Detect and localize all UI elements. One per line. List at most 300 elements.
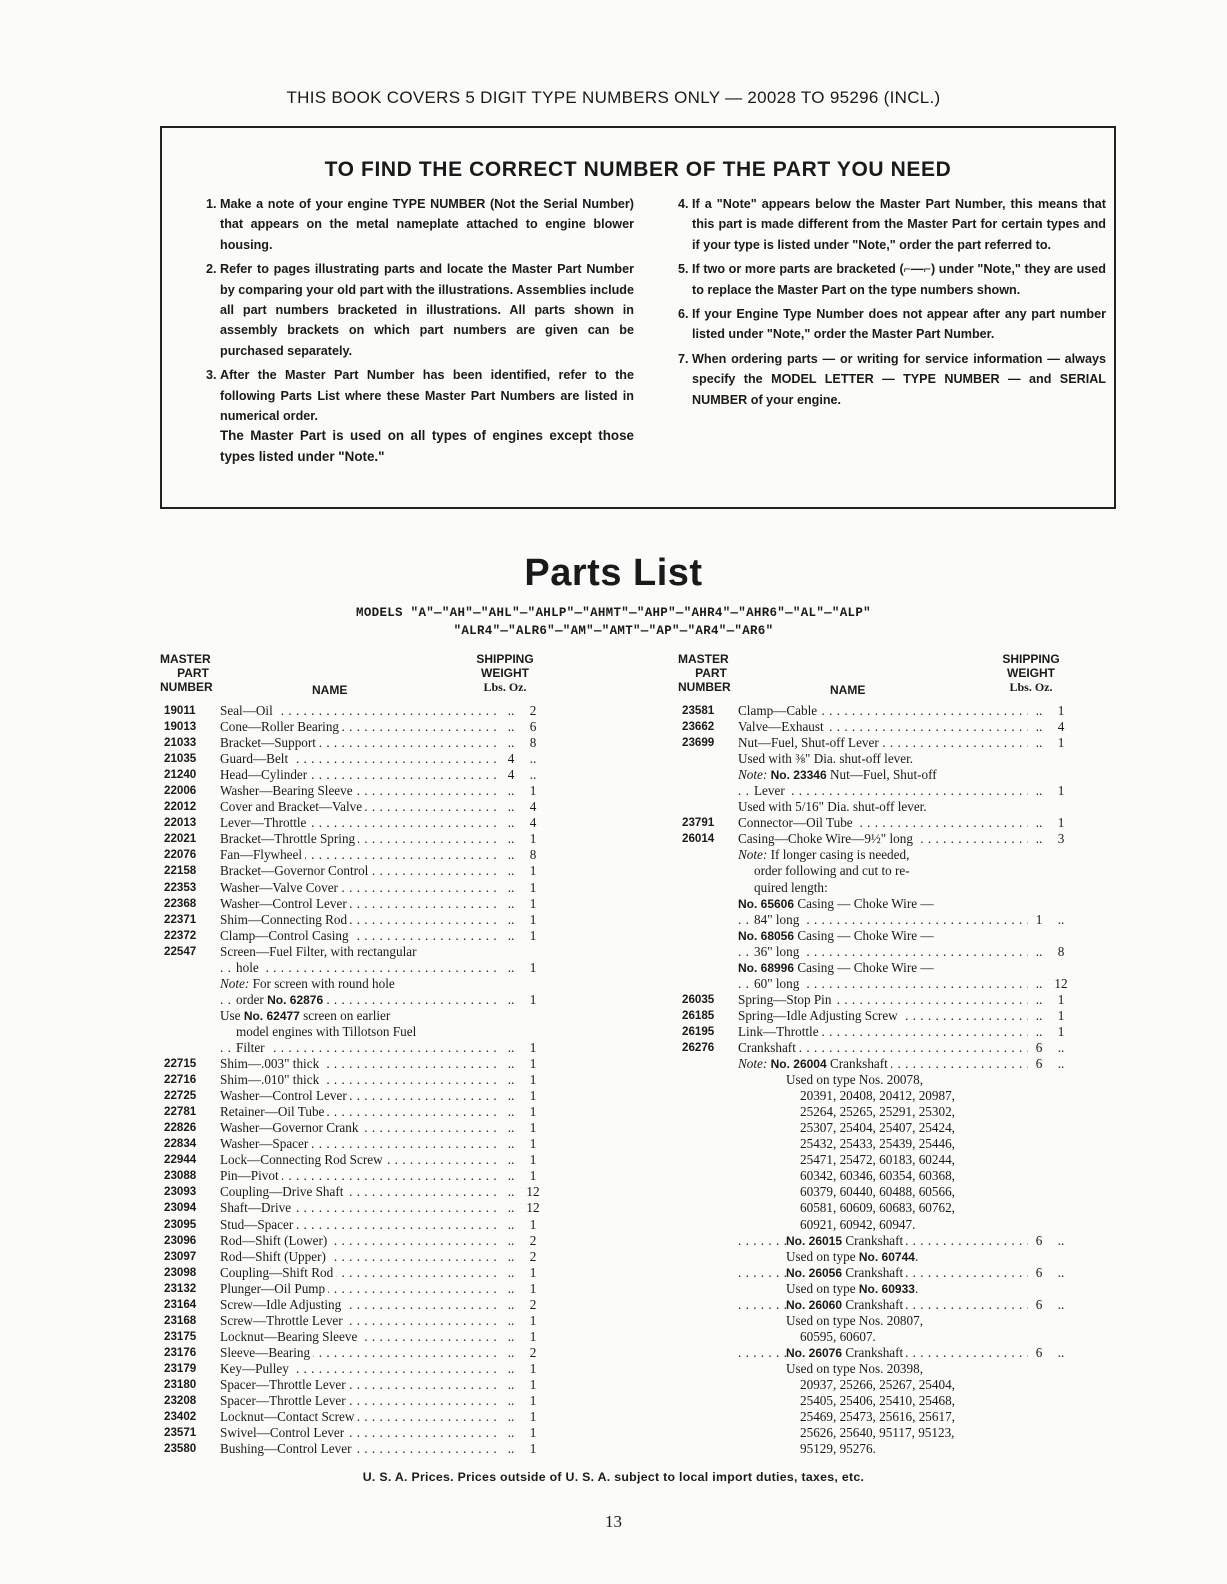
weight-oz: .. [529,751,537,767]
right-column-header [678,652,1068,700]
weight-lbs: .. [507,927,515,943]
part-row [682,1393,1072,1409]
part-number [682,1441,738,1457]
part-number: 23097 [164,1249,197,1263]
weight-lbs [1028,1361,1050,1377]
instruction-item [678,194,1106,255]
part-number: 26014 [682,832,715,846]
part-name: Connector—Oil Tube [738,815,856,830]
part-number [682,944,738,960]
part-name: Fan—Flywheel [220,847,305,862]
part-name: Used with ⅜" Dia. shut-off lever. [738,751,916,766]
weight-oz: .. [1057,1344,1065,1360]
weight-oz: 1 [529,1425,537,1441]
weight-oz: .. [1057,1264,1065,1280]
part-name: 60595, 60607. [800,1329,879,1344]
part-number: 22021 [164,832,197,846]
weight-lbs: .. [507,1441,515,1457]
parts-list-left-column [164,703,544,1457]
weight-oz: 2 [529,1296,537,1312]
part-number [682,896,738,912]
weight-lbs: 6 [1035,1039,1043,1055]
weight-lbs: .. [507,895,515,911]
part-row [682,944,1072,960]
part-row [164,880,544,896]
weight-oz [1050,1249,1072,1265]
master-part-number-header: MASTER PART NUMBER [160,652,213,694]
weight-oz: 1 [529,863,537,879]
weight-oz: 1 [529,1136,537,1152]
part-number [682,847,738,863]
weight-oz: 1 [529,1393,537,1409]
part-row [164,1056,544,1072]
weight-lbs: .. [507,1136,515,1152]
part-number [164,1024,220,1040]
weight-oz: 1 [529,1056,537,1072]
shipping-weight-header: SHIPPING WEIGHT Lbs. Oz. [476,652,534,694]
weight-oz: .. [1057,1232,1065,1248]
part-name: Seal—Oil [220,703,276,718]
part-name: model engines with Tillotson Fuel [236,1024,419,1039]
weight-oz: 1 [529,1104,537,1120]
part-name: Rod—Shift (Upper) [220,1249,329,1264]
part-number: 22353 [164,880,197,894]
weight-lbs: .. [1035,735,1043,751]
weight-oz [522,944,544,960]
part-name: Used on type No. 60744. [786,1249,921,1264]
weight-lbs [1028,1072,1050,1088]
part-name: No. 26056 Crankshaft [786,1265,906,1280]
part-row [682,1441,1072,1457]
part-number [682,1249,738,1265]
part-name: Shim—.003" thick [220,1056,322,1071]
weight-oz: 1 [529,1152,537,1168]
part-name: 60342, 60346, 60354, 60368, [800,1168,958,1183]
instruction-number: 2. [206,262,217,277]
part-row [164,944,544,960]
part-row [682,1104,1072,1120]
part-row [682,831,1072,847]
part-number [682,751,738,767]
weight-oz: 1 [529,783,537,799]
weight-lbs: .. [507,1280,515,1296]
part-number [682,1088,738,1104]
part-row [164,1088,544,1104]
part-number: 26276 [682,1040,715,1054]
part-name: Head—Cylinder [220,767,310,782]
weight-lbs [1028,1217,1050,1233]
part-row [164,1425,544,1441]
part-number: 26035 [682,992,715,1006]
part-number: 22944 [164,1153,197,1167]
part-row [164,1361,544,1377]
weight-lbs: 6 [1035,1232,1043,1248]
part-name: Used on type Nos. 20398, [786,1361,926,1376]
weight-oz [1050,1441,1072,1457]
part-row [164,928,544,944]
weight-lbs: 6 [1035,1264,1043,1280]
part-number: 23208 [164,1394,197,1408]
weight-lbs: .. [1035,815,1043,831]
weight-lbs: .. [507,959,515,975]
weight-oz: 4 [529,799,537,815]
part-row [682,1297,1072,1313]
part-row [164,719,544,735]
part-number: 23791 [682,816,715,830]
part-row [164,751,544,767]
part-row [164,1072,544,1088]
part-name: 25405, 25406, 25410, 25468, [800,1393,958,1408]
part-name: 25432, 25433, 25439, 25446, [800,1136,958,1151]
weight-oz: 1 [529,1409,537,1425]
part-row [164,703,544,719]
weight-lbs [1028,863,1050,879]
part-row [164,992,544,1008]
weight-oz: 1 [529,927,537,943]
part-number: 22826 [164,1121,197,1135]
part-name: 25626, 25640, 95117, 95123, [800,1425,957,1440]
part-number [682,928,738,944]
weight-lbs [1028,1120,1050,1136]
weight-oz: .. [1057,1056,1065,1072]
weight-oz: 12 [1054,975,1068,991]
part-name: Spring—Stop Pin [738,992,834,1007]
part-row [682,1024,1072,1040]
weight-oz [1050,928,1072,944]
part-number: 26185 [682,1008,715,1022]
weight-lbs: .. [507,735,515,751]
part-name: Note: No. 23346 Nut—Fuel, Shut-off [738,767,940,782]
weight-oz: 2 [529,1248,537,1264]
weight-oz: 1 [529,895,537,911]
part-row [682,1409,1072,1425]
part-number: 22006 [164,784,197,798]
weight-oz [1050,1200,1072,1216]
weight-oz [1050,799,1072,815]
weight-lbs: .. [507,1072,515,1088]
part-name: Crankshaft [738,1040,799,1055]
instructions-title: TO FIND THE CORRECT NUMBER OF THE PART YOU NEED [324,158,952,181]
weight-lbs [1028,1104,1050,1120]
part-row [164,799,544,815]
weight-oz [1050,1072,1072,1088]
weight-lbs: .. [507,1232,515,1248]
part-number: 22371 [164,912,197,926]
part-row [682,1265,1072,1281]
weight-lbs: .. [1035,719,1043,735]
part-row [164,896,544,912]
part-name: Washer—Control Lever [220,896,350,911]
part-number: 19013 [164,720,197,734]
weight-oz [1050,1088,1072,1104]
weight-oz [1050,1104,1072,1120]
part-row [682,783,1072,799]
part-number: 23175 [164,1329,197,1343]
part-row [682,1088,1072,1104]
weight-lbs [1028,880,1050,896]
part-row [682,1136,1072,1152]
part-row [682,815,1072,831]
weight-oz: 1 [1057,815,1065,831]
weight-oz: .. [529,767,537,783]
weight-lbs: .. [507,879,515,895]
name-header-right: NAME [830,683,866,697]
part-number: 23094 [164,1201,197,1215]
part-row [682,719,1072,735]
part-name: 60581, 60609, 60683, 60762, [800,1200,958,1215]
weight-lbs: .. [507,1088,515,1104]
weight-oz [1050,1281,1072,1297]
part-row [164,1441,544,1457]
part-name: No. 65606 Casing — Choke Wire — [738,896,937,911]
part-number: 23571 [164,1426,197,1440]
instruction-item [206,194,634,255]
instruction-number: 7. [678,351,689,366]
part-number [682,767,738,783]
part-number: 23176 [164,1345,197,1359]
weight-lbs: .. [1035,943,1043,959]
weight-lbs: 6 [1035,1056,1043,1072]
weight-oz: 1 [1057,1023,1065,1039]
part-row [682,1425,1072,1441]
weight-lbs [1028,1152,1050,1168]
weight-lbs [500,944,522,960]
part-number: 23096 [164,1233,197,1247]
weight-lbs: .. [507,1248,515,1264]
part-number: 22725 [164,1089,197,1103]
weight-lbs: .. [507,847,515,863]
weight-lbs [1028,928,1050,944]
weight-lbs: .. [507,911,515,927]
weight-oz [1050,1217,1072,1233]
weight-oz: 1 [529,1216,537,1232]
instruction-text: When ordering parts — or writing for service information — always specify the MODEL LETTER — TYPE NUMBER — and SERIAL NUMBER of your engine. [692,351,1106,407]
part-number [164,992,220,1008]
part-name: Screw—Throttle Lever [220,1313,346,1328]
part-row [164,960,544,976]
part-number [682,1104,738,1120]
part-name: Lever—Throttle [220,815,309,830]
part-number: 23132 [164,1281,197,1295]
part-name: Plunger—Oil Pump [220,1281,328,1296]
shipping-weight-header-right: SHIPPING WEIGHT Lbs. Oz. [1002,652,1060,694]
weight-oz: .. [1057,1296,1065,1312]
part-name: Note: No. 26004 Crankshaft [738,1056,891,1071]
instruction-number: 4. [678,197,689,211]
part-number [682,1265,738,1281]
part-row [164,1233,544,1249]
part-row [164,1200,544,1216]
weight-lbs: .. [507,783,515,799]
weight-lbs: 1 [1035,911,1043,927]
weight-oz: 1 [1057,735,1065,751]
weight-lbs: .. [507,799,515,815]
part-name: Spacer—Throttle Lever [220,1377,349,1392]
book-coverage-note: THIS BOOK COVERS 5 DIGIT TYPE NUMBERS ONLY — 20028 TO 95296 (INCL.) [286,88,941,107]
part-name: quired length: [754,880,831,895]
weight-lbs: .. [507,1296,515,1312]
part-row [682,1072,1072,1088]
part-number [682,1072,738,1088]
weight-oz: 8 [1057,943,1065,959]
instruction-number: 5. [678,262,689,277]
weight-oz [1050,1393,1072,1409]
instruction-item [206,365,634,467]
part-row [164,1152,544,1168]
part-name: Locknut—Contact Screw [220,1409,357,1424]
part-number: 22716 [164,1073,197,1087]
weight-lbs [500,1024,522,1040]
weight-lbs [1028,1409,1050,1425]
weight-oz: 1 [529,1039,537,1055]
weight-lbs: .. [507,1056,515,1072]
part-name: 36" long [754,944,802,959]
models-line-2: "ALR4"—"ALR6"—"AM"—"AMT"—"AP"—"AR4"—"AR6" [453,624,774,638]
part-number [682,1056,738,1072]
part-name: Shim—.010" thick [220,1072,322,1087]
part-name: Washer—Control Lever [220,1088,350,1103]
part-number [682,1281,738,1297]
part-number [682,1377,738,1393]
part-row [164,1281,544,1297]
part-name: Cone—Roller Bearing [220,719,342,734]
part-name: Filter [236,1040,268,1055]
part-number: 23093 [164,1185,197,1199]
weight-lbs: .. [507,863,515,879]
weight-lbs [1028,767,1050,783]
part-row [164,1024,544,1040]
part-number: 23662 [682,720,715,734]
part-number [682,1136,738,1152]
part-row [164,1329,544,1345]
part-number: 23164 [164,1297,197,1311]
weight-lbs: .. [507,1425,515,1441]
weight-lbs [1028,1425,1050,1441]
weight-lbs [1028,1200,1050,1216]
part-row [164,1249,544,1265]
weight-oz [1050,1361,1072,1377]
weight-lbs: .. [1035,703,1043,718]
part-name: Clamp—Cable [738,703,820,718]
weight-lbs [1028,1136,1050,1152]
instruction-text: Make a note of your engine TYPE NUMBER (Not the Serial Number) that appears on the metal nameplate attached to engine blower housing. [220,197,634,252]
weight-oz: 8 [529,735,537,751]
weight-oz: 1 [529,1264,537,1280]
part-name: Screw—Idle Adjusting [220,1297,344,1312]
part-number: 22013 [164,816,197,830]
part-row [164,847,544,863]
part-row [682,1200,1072,1216]
part-row [682,1233,1072,1249]
weight-oz: 1 [529,1168,537,1184]
part-number: 23168 [164,1313,197,1327]
part-row [682,1217,1072,1233]
part-name: 60921, 60942, 60947. [800,1217,918,1232]
weight-lbs [500,1008,522,1024]
weight-lbs: .. [507,831,515,847]
part-name: Locknut—Bearing Sleeve [220,1329,360,1344]
models-line-1: MODELS "A"—"AH"—"AHL"—"AHLP"—"AHMT"—"AHP"—"AHR4"—"AHR6"—"AL"—"ALP" [356,606,871,620]
part-number: 23088 [164,1169,197,1183]
weight-lbs: .. [507,1409,515,1425]
weight-lbs: .. [507,1376,515,1392]
part-row [164,735,544,751]
left-column-header [160,652,540,700]
part-name: Bracket—Governor Control [220,863,371,878]
part-name: Bracket—Throttle Spring [220,831,358,846]
part-row [164,767,544,783]
weight-oz: .. [1057,1039,1065,1055]
part-row [682,928,1072,944]
part-number [682,1168,738,1184]
part-name: Lock—Connecting Rod Screw [220,1152,386,1167]
instructions-box [160,126,1116,509]
weight-lbs: .. [507,1120,515,1136]
part-row [164,831,544,847]
part-name: Key—Pulley [220,1361,292,1376]
page-number: 13 [605,1512,622,1531]
weight-lbs: .. [507,991,515,1007]
weight-oz: 1 [529,879,537,895]
weight-oz [1050,1168,1072,1184]
part-number [682,1393,738,1409]
weight-oz: 4 [1057,719,1065,735]
weight-oz [1050,1184,1072,1200]
part-row [682,1184,1072,1200]
part-number [682,1425,738,1441]
weight-oz: 1 [1057,783,1065,799]
part-number [682,1345,738,1361]
instruction-item [206,259,634,361]
part-row [164,1313,544,1329]
weight-lbs [1028,1329,1050,1345]
part-name: Note: For screen with round hole [220,976,398,991]
part-number [682,1217,738,1233]
part-name: 95129, 95276. [800,1441,879,1456]
part-row [164,1040,544,1056]
weight-lbs: .. [507,1360,515,1376]
weight-oz: 2 [529,1344,537,1360]
weight-lbs: .. [1035,1023,1043,1039]
part-number: 23179 [164,1361,197,1375]
part-row [682,880,1072,896]
part-number: 22372 [164,928,197,942]
instruction-text: If your Engine Type Number does not appear after any part number listed under "Note," order the Master Part Number. [692,307,1106,342]
weight-oz [1050,880,1072,896]
part-name: 60379, 60440, 60488, 60566, [800,1184,958,1199]
part-name: Use No. 62477 screen on earlier [220,1008,393,1023]
part-row [682,703,1072,719]
instruction-number: 6. [678,307,689,322]
part-name: Screen—Fuel Filter, with rectangular [220,944,420,959]
part-number: 22834 [164,1137,197,1151]
part-row [164,1409,544,1425]
part-name: 25471, 25472, 60183, 60244, [800,1152,958,1167]
part-row [682,847,1072,863]
part-row [164,1104,544,1120]
part-row [682,1008,1072,1024]
part-row [164,863,544,879]
part-number: 22547 [164,944,197,958]
part-name: Used on type Nos. 20807, [786,1313,926,1328]
weight-oz: 1 [1057,991,1065,1007]
part-number: 22012 [164,800,197,814]
weight-oz [1050,1377,1072,1393]
part-name: Used on type Nos. 20078, [786,1072,926,1087]
part-number: 21033 [164,736,197,750]
part-number [682,1409,738,1425]
part-number: 26195 [682,1024,715,1038]
